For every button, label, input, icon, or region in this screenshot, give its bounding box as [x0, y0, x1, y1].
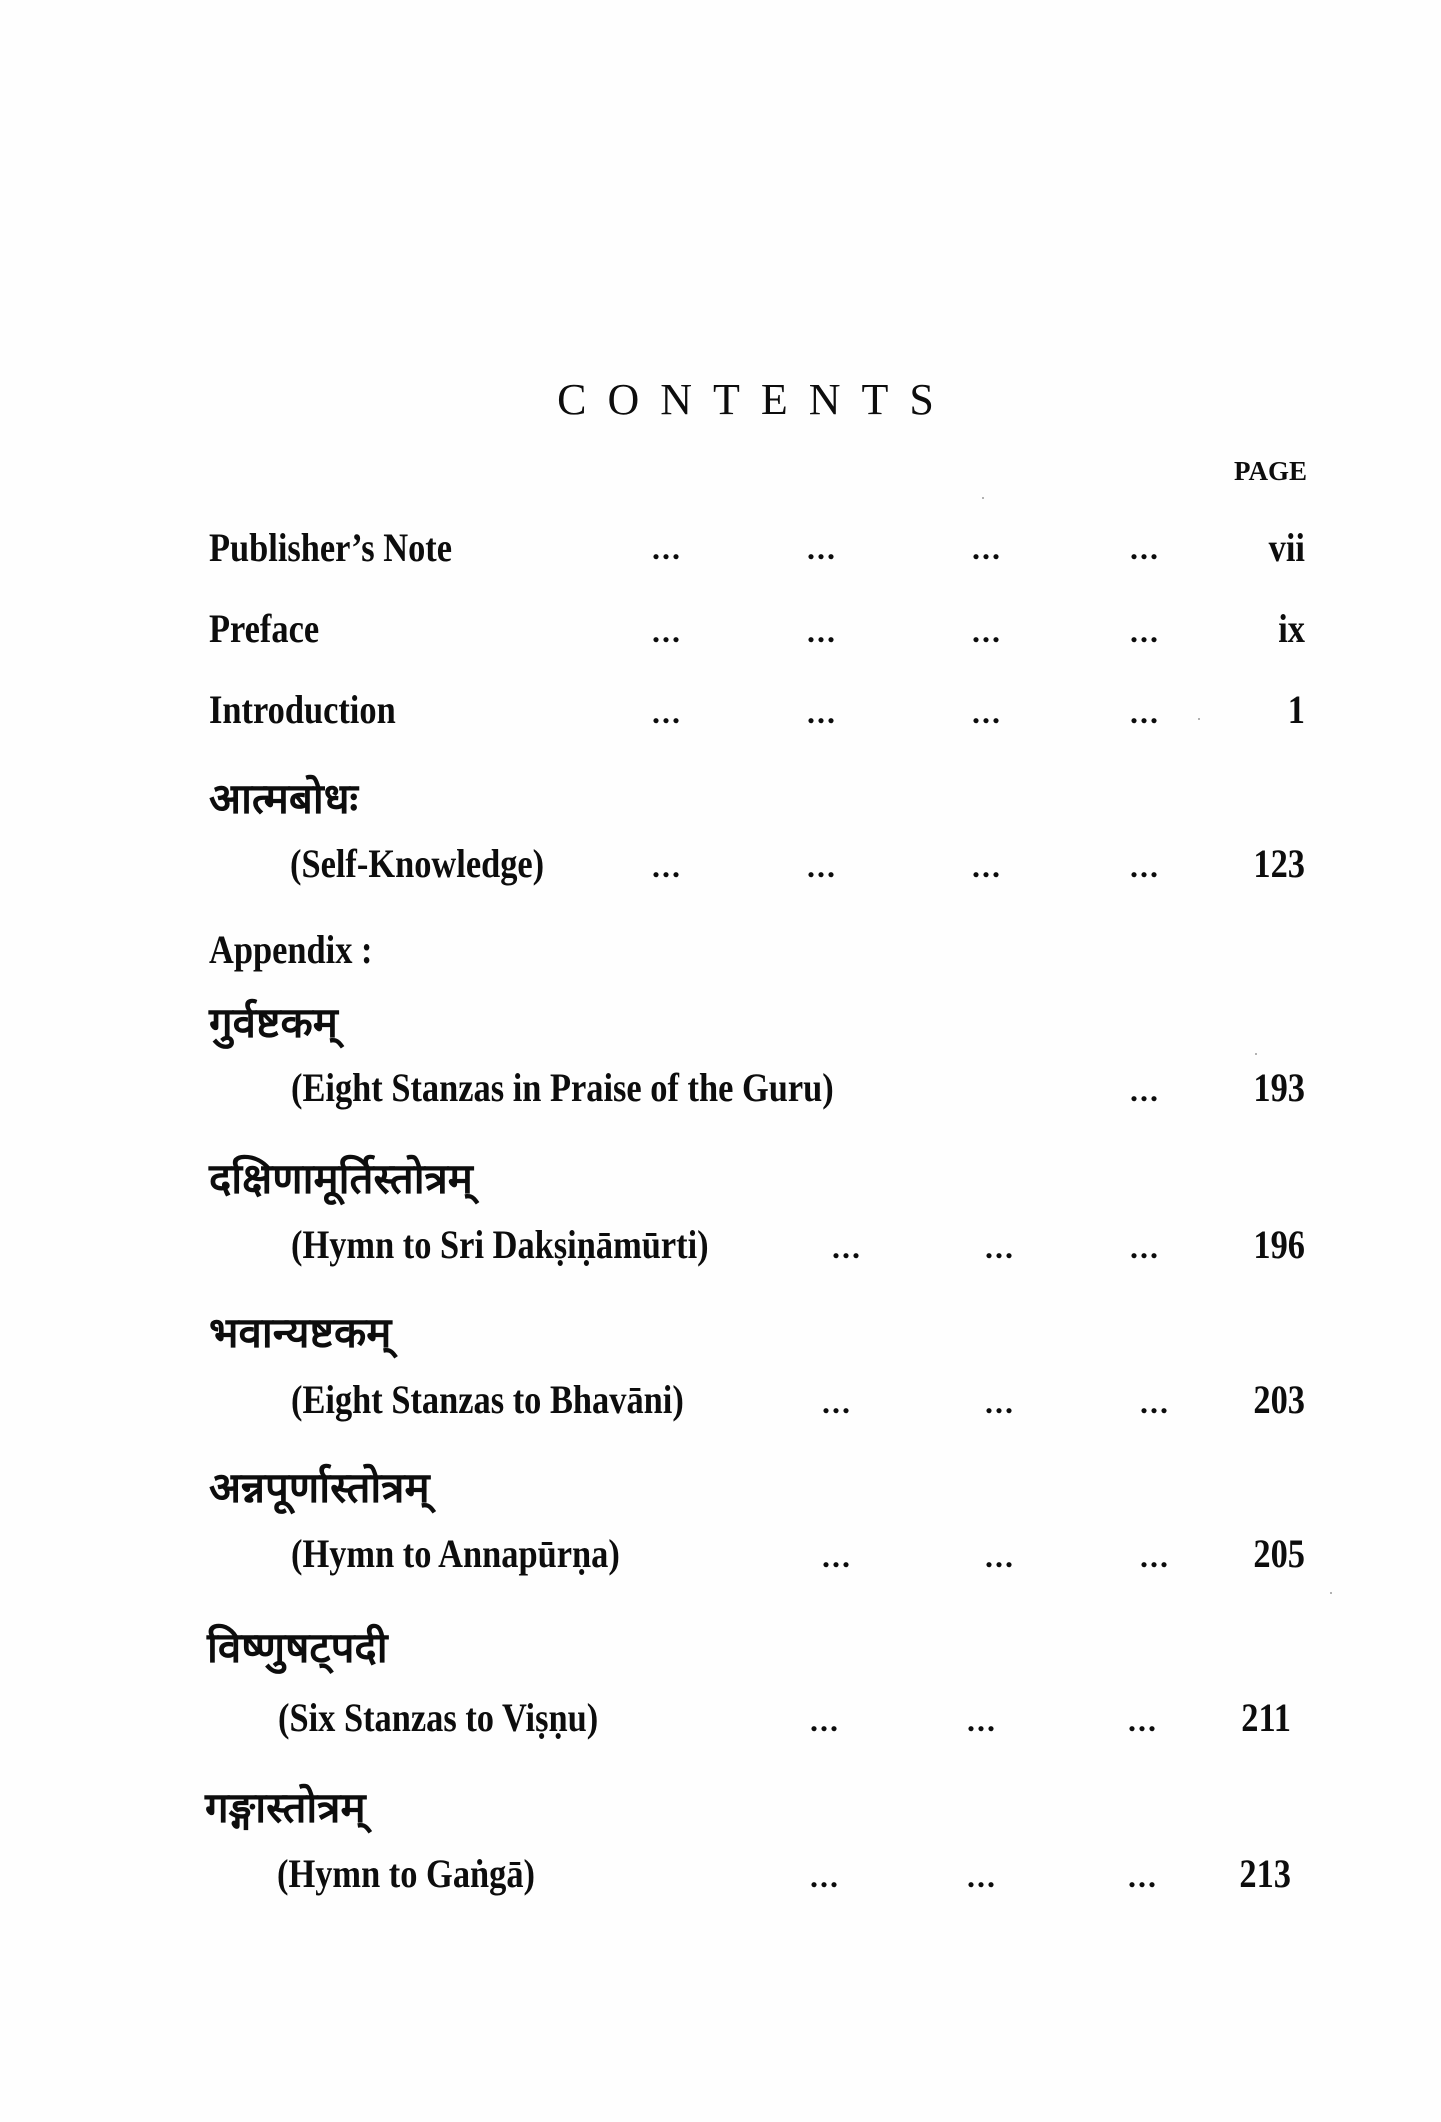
dot-leader: ... — [1130, 848, 1160, 884]
dot-leader: ... — [807, 613, 837, 649]
dot-leader: ... — [822, 1538, 852, 1574]
page-column-label: PAGE — [1234, 456, 1307, 486]
dot-leader: ... — [652, 848, 682, 884]
scan-speck — [1255, 1053, 1257, 1055]
dot-leader: ... — [1128, 1858, 1158, 1894]
dot-leader: ... — [1130, 1072, 1160, 1108]
dot-leader: ... — [972, 613, 1002, 649]
sanskrit-title: भवान्यष्टकम् — [209, 1308, 392, 1357]
dot-leader: ... — [1140, 1384, 1170, 1420]
dot-leader: ... — [985, 1229, 1015, 1265]
toc-entry-page: 203 — [1253, 1377, 1305, 1422]
dot-leader: ... — [1140, 1538, 1170, 1574]
toc-entry-page: 123 — [1253, 841, 1305, 886]
toc-entry-title: (Hymn to Gaṅgā) — [277, 1851, 535, 1896]
sanskrit-title: गुर्वष्टकम् — [209, 998, 338, 1047]
appendix-label: Appendix : — [209, 927, 373, 972]
dot-leader: ... — [810, 1858, 840, 1894]
toc-entry-page: 213 — [1239, 1851, 1291, 1896]
dot-leader: ... — [1128, 1702, 1158, 1738]
scan-speck — [982, 497, 984, 499]
dot-leader: ... — [1130, 530, 1160, 566]
toc-entry-title: (Six Stanzas to Viṣṇu) — [278, 1695, 599, 1740]
toc-entry-page: 211 — [1241, 1695, 1291, 1740]
dot-leader: ... — [972, 530, 1002, 566]
dot-leader: ... — [822, 1384, 852, 1420]
sanskrit-title: दक्षिणामूर्तिस्तोत्रम् — [209, 1154, 473, 1203]
dot-leader: ... — [807, 848, 837, 884]
dot-leader: ... — [652, 530, 682, 566]
toc-entry-page: ix — [1278, 606, 1305, 651]
page-title: CONTENTS — [557, 375, 955, 424]
toc-entry-title: (Self-Knowledge) — [290, 841, 545, 886]
dot-leader: ... — [807, 694, 837, 730]
sanskrit-title: विष्णुषट्पदी — [207, 1623, 388, 1672]
toc-entry-page: 196 — [1253, 1222, 1305, 1267]
dot-leader: ... — [807, 530, 837, 566]
scan-speck — [1198, 718, 1200, 720]
dot-leader: ... — [1130, 613, 1160, 649]
dot-leader: ... — [1130, 1229, 1160, 1265]
dot-leader: ... — [967, 1702, 997, 1738]
dot-leader: ... — [972, 694, 1002, 730]
sanskrit-title: आत्मबोधः — [209, 774, 359, 823]
toc-entry-page: 1 — [1287, 687, 1305, 732]
toc-entry-page: 193 — [1253, 1065, 1305, 1110]
dot-leader: ... — [832, 1229, 862, 1265]
dot-leader: ... — [967, 1858, 997, 1894]
sanskrit-title: अन्नपूर्णास्तोत्रम् — [209, 1463, 430, 1512]
toc-entry-title: (Eight Stanzas in Praise of the Guru) — [291, 1065, 834, 1110]
toc-entry-title: (Hymn to Annapūrṇa) — [291, 1531, 620, 1576]
toc-entry-title: (Eight Stanzas to Bhavāni) — [291, 1377, 684, 1422]
dot-leader: ... — [1130, 694, 1160, 730]
toc-entry-title: Introduction — [209, 687, 396, 732]
dot-leader: ... — [985, 1538, 1015, 1574]
toc-entry-title: Preface — [209, 606, 320, 651]
dot-leader: ... — [972, 848, 1002, 884]
toc-entry-title: (Hymn to Sri Dakṣiṇāmūrti) — [291, 1222, 709, 1267]
dot-leader: ... — [985, 1384, 1015, 1420]
dot-leader: ... — [810, 1702, 840, 1738]
toc-entry-title: Publisher’s Note — [209, 525, 453, 570]
dot-leader: ... — [652, 613, 682, 649]
scan-speck — [1330, 1592, 1332, 1594]
sanskrit-title: गङ्गास्तोत्रम् — [205, 1783, 366, 1832]
toc-entry-page: 205 — [1253, 1531, 1305, 1576]
toc-entry-page: vii — [1268, 525, 1305, 570]
dot-leader: ... — [652, 694, 682, 730]
